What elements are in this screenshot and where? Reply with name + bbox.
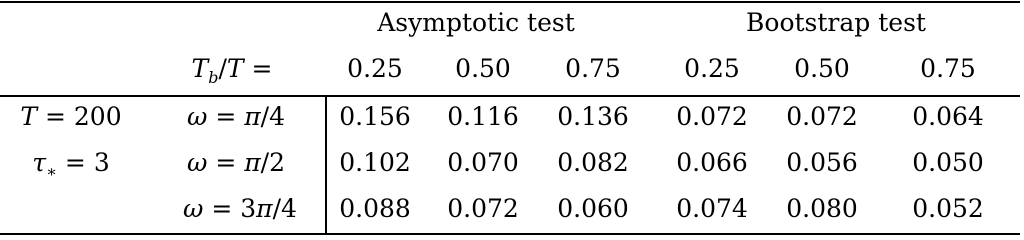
header-rule (0, 95, 1020, 97)
table-cell: 0.074 (676, 194, 748, 223)
table-cell: 0.070 (447, 148, 519, 177)
omega-label: ω = π/4 (186, 102, 286, 131)
fraction-header: 0.50 (794, 54, 850, 83)
table-cell: 0.136 (557, 102, 629, 131)
omega-label: ω = 3π/4 (183, 194, 297, 223)
omega-label: ω = π/2 (186, 148, 286, 177)
table-cell: 0.080 (786, 194, 858, 223)
table-cell: 0.102 (339, 148, 411, 177)
fraction-header: 0.75 (920, 54, 976, 83)
table-cell: 0.060 (557, 194, 629, 223)
table-cell: 0.066 (676, 148, 748, 177)
table-cell: 0.072 (786, 102, 858, 131)
table-cell: 0.050 (912, 148, 984, 177)
group-header-bootstrap: Bootstrap test (746, 8, 926, 37)
block-label-tau: $\tau_∗ = 3$ (32, 148, 110, 181)
table-cell: 0.052 (912, 194, 984, 223)
table-cell: 0.056 (786, 148, 858, 177)
group-header-asymptotic: Asymptotic test (377, 8, 575, 37)
column-divider (325, 96, 327, 234)
top-rule (0, 1, 1020, 3)
fraction-header: 0.25 (684, 54, 740, 83)
fraction-header: 0.25 (347, 54, 403, 83)
table-cell: 0.072 (676, 102, 748, 131)
table-cell: 0.082 (557, 148, 629, 177)
bottom-rule (0, 233, 1020, 235)
block-label-sample-size: T = 200 (20, 102, 122, 131)
ratio-label: $T_b/T$ = (191, 54, 273, 87)
table-cell: 0.064 (912, 102, 984, 131)
fraction-header: 0.75 (565, 54, 621, 83)
fraction-header: 0.50 (455, 54, 511, 83)
table-cell: 0.072 (447, 194, 519, 223)
table-cell: 0.088 (339, 194, 411, 223)
table-cell: 0.156 (339, 102, 411, 131)
table-cell: 0.116 (447, 102, 519, 131)
